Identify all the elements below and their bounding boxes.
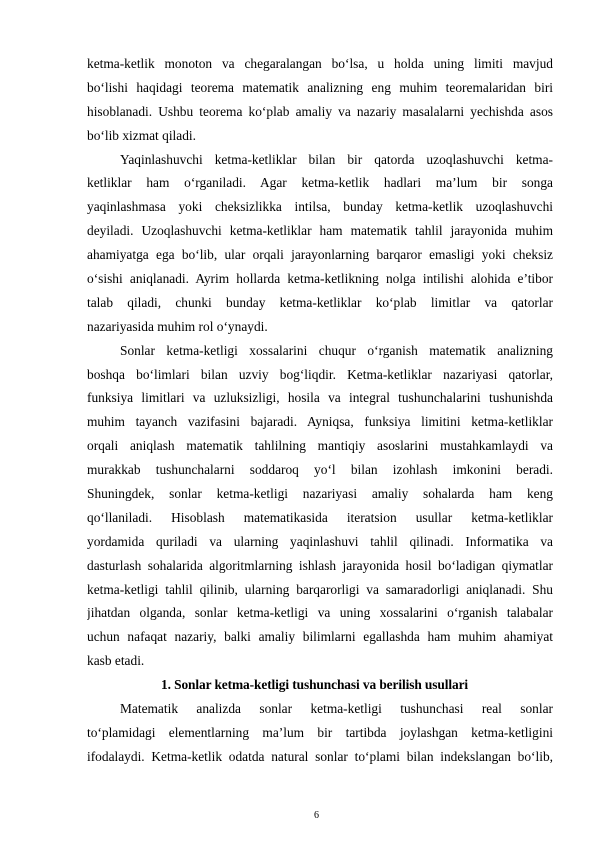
text-line: dasturlash sohalarida algoritmlarning ishlash jarayonida hosil bo‘ladigan qiymatlar <box>87 557 553 573</box>
section-heading: 1. Sonlar ketma-ketligi tushunchasi va berilish usullari <box>161 677 469 693</box>
text-line: Matematik analizda sonlar ketma-ketligi tushunchasi real sonlar <box>120 701 553 717</box>
text-line: yaqinlashmasa yoki cheksizlikka intilsa, bunday ketma-ketlik uzoqlashuvchi <box>87 199 553 215</box>
page-number: 6 <box>314 810 319 821</box>
text-line: ahamiyatga ega bo‘lib, ular orqali jarayonlarning barqaror emasligi yoki cheksiz <box>87 247 553 263</box>
text-line: yordamida quriladi va ularning yaqinlashuvi tahlil qilinadi. Informatika va <box>87 533 553 549</box>
text-line: jihatdan olganda, sonlar ketma-ketligi va uning xossalarini o‘rganish talabalar <box>87 605 553 621</box>
text-line: orqali aniqlash matematik tahlilning mantiqiy asoslarini mustahkamlaydi va <box>87 438 553 454</box>
text-line: ketma-ketlik monoton va chegaralangan bo‘lsa, u holda uning limiti mavjud <box>87 56 553 71</box>
text-line: muhim tayanch vazifasini bajaradi. Ayniqsa, funksiya limitini ketma-ketliklar <box>87 414 553 430</box>
text-line: talab qiladi, chunki bunday ketma-ketliklar ko‘plab limitlar va qatorlar <box>87 294 553 310</box>
text-line: murakkab tushunchalarni soddaroq yo‘l bilan izohlash imkonini beradi. <box>87 462 553 478</box>
text-line: deyiladi. Uzoqlashuvchi ketma-ketliklar ham matematik tahlil jarayonida muhim <box>87 223 553 239</box>
text-line: ketma-ketligi tahlil qilinib, ularning barqarorligi va samaradorligi aniqlanadi. Shu <box>87 581 553 597</box>
text-line: qo‘llaniladi. Hisoblash matematikasida iteratsion usullar ketma-ketliklar <box>87 509 553 525</box>
text-line: uchun nafaqat nazariy, balki amaliy bilimlarni egallashda ham muhim ahamiyat <box>87 629 553 645</box>
body-text <box>87 52 553 769</box>
text-line: ketliklar ham o‘rganiladi. Agar ketma-ketlik hadlari ma’lum bir songa <box>87 175 553 191</box>
text-line: kasb etadi. <box>87 653 145 669</box>
text-line: bo‘lib xizmat qiladi. <box>87 127 196 143</box>
text-line: nazariyasida muhim rol o‘ynaydi. <box>87 318 268 334</box>
text-line: boshqa bo‘limlari bilan uzviy bog‘liqdir. Ketma-ketliklar nazariyasi qatorlar, <box>87 366 553 382</box>
text-line: to‘plamidagi elementlarning ma’lum bir tartibda joylashgan ketma-ketligini <box>87 724 553 740</box>
text-line: o‘sishi aniqlanadi. Ayrim hollarda ketma-ketlikning nolga intilishi alohida e’tibor <box>87 271 553 287</box>
text-line: ifodalaydi. Ketma-ketlik odatda natural sonlar to‘plami bilan indekslangan bo‘lib, <box>87 748 553 764</box>
text-line: Shuningdek, sonlar ketma-ketligi nazariyasi amaliy sohalarda ham keng <box>87 486 553 502</box>
text-line: funksiya limitlari va uzluksizligi, hosila va integral tushunchalarini tushunishda <box>87 390 553 406</box>
text-line: bo‘lishi haqidagi teorema matematik analizning eng muhim teoremalaridan biri <box>87 79 553 95</box>
text-line: hisoblanadi. Ushbu teorema ko‘plab amaliy va nazariy masalalarni yechishda asos <box>87 103 553 119</box>
text-line: Sonlar ketma-ketligi xossalarini chuqur o‘rganish matematik analizning <box>120 342 553 358</box>
text-line: Yaqinlashuvchi ketma-ketliklar bilan bir qatorda uzoqlashuvchi ketma- <box>120 151 553 167</box>
